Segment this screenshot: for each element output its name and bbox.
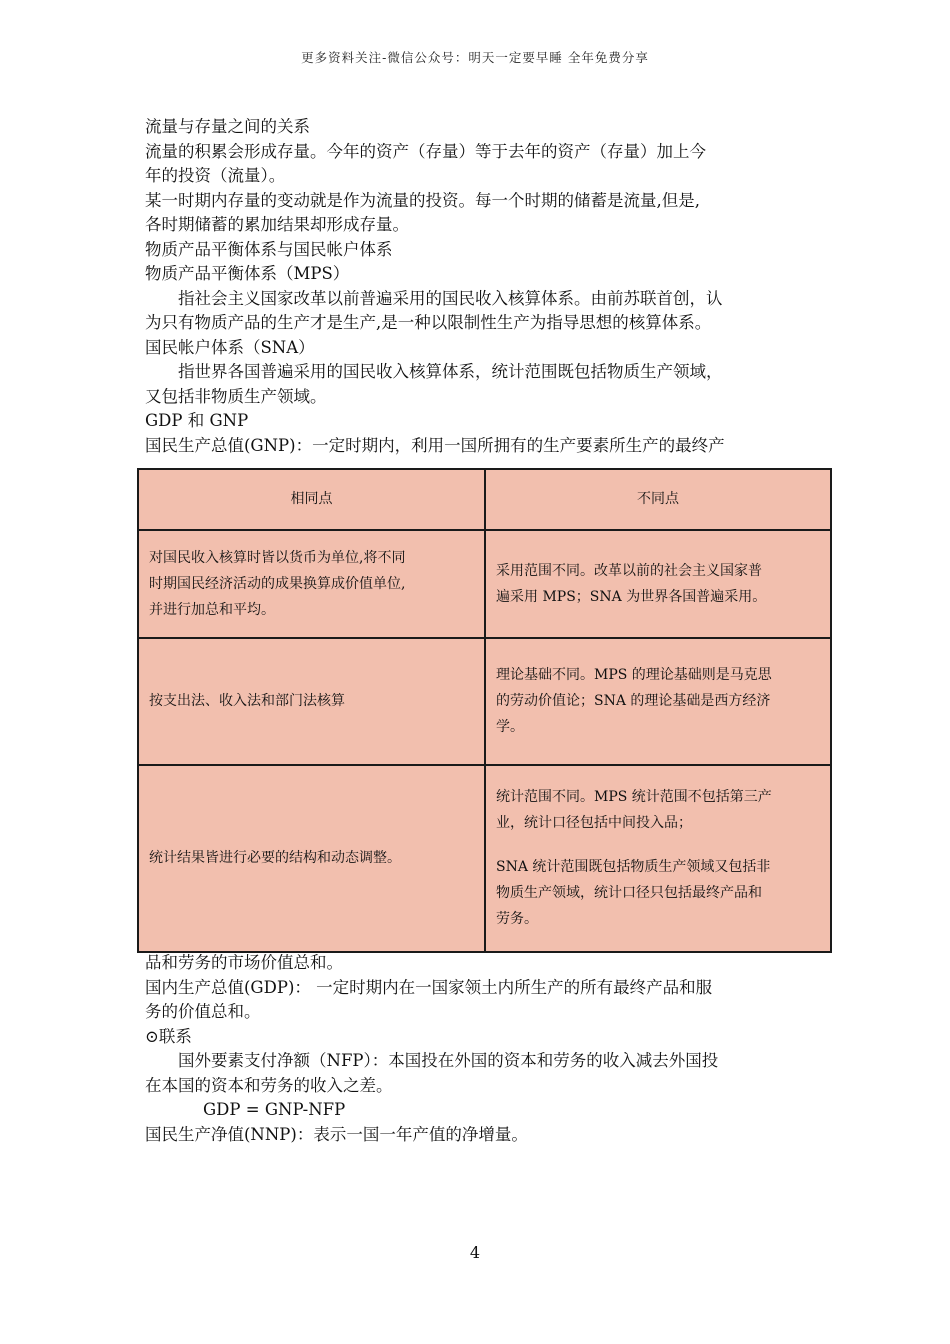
cell-diff [485,530,831,638]
cell-same [138,530,485,638]
cell-diff [485,638,831,765]
paragraph-line: 品和劳务的市场价值总和。 [145,953,343,972]
page-header: 更多资料关注-微信公众号：明天一定要早睡 全年免费分享 [301,50,649,65]
cell-line: 并进行加总和平均。 [149,601,275,618]
cell-line: 劳务。 [496,911,538,928]
heading-gdp-gnp: GDP 和 GNP [145,411,249,430]
paragraph-line: 各时期储蓄的累加结果却形成存量。 [145,215,409,234]
table-row [138,530,831,638]
cell-same [138,638,485,765]
cell-line: 学。 [496,719,524,736]
cell-line: 统计范围不同。MPS 统计范围不包括第三产 [496,789,772,806]
cell-line: 业，统计口径包括中间投入品； [496,815,692,832]
cell-spacer [496,836,820,854]
cell-line: 按支出法、收入法和部门法核算 [149,693,345,710]
paragraph-line: 为只有物质产品的生产才是生产,是一种以限制性生产为指导思想的核算体系。 [145,313,712,332]
page-number: 4 [469,1243,481,1262]
table-row [138,638,831,765]
body-text-bottom [145,951,815,1147]
paragraph-line: 年的投资（流量）。 [145,166,286,185]
cell-line: 理论基础不同。MPS 的理论基础则是马克思 [496,667,772,684]
heading-mps: 物质产品平衡体系（MPS） [145,264,350,283]
cell-diff [485,765,831,952]
heading-sna: 国民帐户体系（SNA） [145,337,315,357]
paragraph-line: 指社会主义国家改革以前普遍采用的国民收入核算体系。由前苏联首创，认 [178,288,723,308]
cell-line: 时期国民经济活动的成果换算成价值单位, [149,575,406,592]
paragraph-line: 在本国的资本和劳务的收入之差。 [145,1075,393,1095]
cell-line: 遍采用 MPS；SNA 为世界各国普遍采用。 [496,588,767,605]
paragraph-line: 流量的积累会形成存量。今年的资产（存量）等于去年的资产（存量）加上今 [145,141,706,161]
paragraph-line: 国民生产净值(NNP)：表示一国一年产值的净增量。 [145,1124,528,1144]
paragraph-line: 国外要素支付净额（NFP）：本国投在外国的资本和劳务的收入减去外国投 [178,1051,719,1070]
header-diff: 不同点 [485,469,831,530]
heading-relation: ⊙联系 [145,1026,192,1046]
paragraph-line: 国民生产总值(GNP)：一定时期内，利用一国所拥有的生产要素所生产的最终产 [145,435,725,455]
cell-same [138,765,485,952]
cell-line: SNA 统计范围既包括物质生产领域又包括非 [496,859,771,876]
heading-flow-stock: 流量与存量之间的关系 [145,117,310,136]
paragraph-line: 务的价值总和。 [145,1002,261,1021]
paragraph-line: 某一时期内存量的变动就是作为流量的投资。每一个时期的储蓄是流量,但是, [145,190,700,210]
formula-gdp: GDP = GNP-NFP [203,1100,346,1119]
body-text-top [145,115,815,458]
paragraph-line: 国内生产总值(GDP)： 一定时期内在一国家领土内所生产的所有最终产品和服 [145,977,713,997]
cell-line: 物质生产领域，统计口径只包括最终产品和 [496,885,762,902]
header-same: 相同点 [138,469,485,530]
heading-mps-sna: 物质产品平衡体系与国民帐户体系 [145,239,393,259]
table-row [138,765,831,952]
table-header-row [138,469,831,530]
cell-line: 统计结果皆进行必要的结构和动态调整。 [149,850,401,867]
cell-line: 采用范围不同。改革以前的社会主义国家普 [496,562,762,579]
paragraph-line: 又包括非物质生产领域。 [145,386,327,406]
cell-line: 对国民收入核算时皆以货币为单位,将不同 [149,549,406,566]
cell-line: 的劳动价值论；SNA 的理论基础是西方经济 [496,693,771,710]
paragraph-line: 指世界各国普遍采用的国民收入核算体系，统计范围既包括物质生产领域， [178,362,723,381]
comparison-table [137,468,832,953]
